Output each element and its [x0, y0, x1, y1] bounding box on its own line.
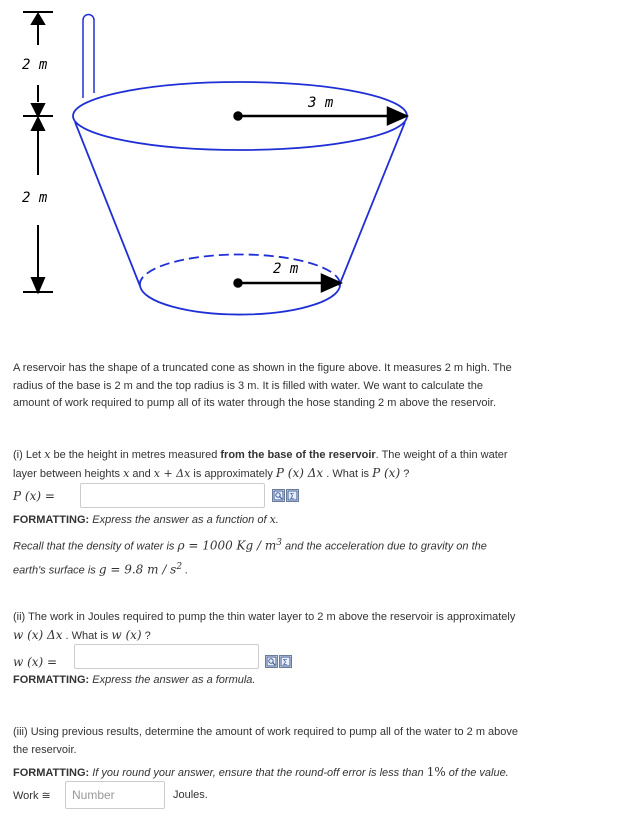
math-exponent: 2 — [176, 561, 183, 572]
top-radius-label: 3 m — [308, 95, 334, 111]
formatting-label: FORMATTING: — [13, 674, 90, 686]
intro-line: radius of the base is 2 m and the top radius is 3 m. It is filled with water. We want to calculate the — [13, 379, 483, 392]
formatting-label: FORMATTING: — [13, 514, 90, 526]
equation-editor-icon[interactable] — [279, 655, 292, 668]
work-label: Work ≅ — [13, 790, 51, 802]
question-text: . What is — [323, 467, 373, 480]
math-var: x — [269, 513, 276, 526]
hose — [83, 15, 94, 99]
work-unit: Joules. — [173, 789, 208, 801]
question-text: (i) Let — [13, 449, 45, 461]
p-of-x-input[interactable] — [80, 483, 265, 508]
formatting-text: Express the answer as a function of — [92, 514, 267, 526]
p-of-x-label: P (x) = — [13, 489, 55, 503]
formatting-text: If you round your answer, ensure that the round-off error is less than — [92, 767, 427, 779]
intro-line: amount of work required to pump all of its water through the hose standing 2 m above the reservoir. — [13, 397, 497, 409]
formatting-text: of the value. — [445, 767, 509, 779]
question-text: . The weight of a thin water — [375, 449, 508, 461]
bottom-height-label: 2 m — [22, 190, 48, 206]
question-text: (ii) The work in Joules required to pump the thin water layer to 2 m above the reservoir is approximately — [13, 611, 516, 623]
svg-text:Σ: Σ — [282, 658, 288, 667]
recall-text — [13, 533, 573, 580]
w-of-x-input[interactable] — [74, 644, 259, 669]
math-var: x — [44, 448, 51, 461]
math-var: x — [123, 466, 130, 480]
math-exponent: 3 — [276, 538, 282, 548]
math-expr: g = 9.8 m / s — [98, 562, 177, 577]
formatting-label: FORMATTING: — [13, 767, 90, 779]
intro-line: A reservoir has the shape of a truncated cone as shown in the figure above. It measures 2 m high. The — [13, 362, 512, 374]
intro-text — [13, 360, 573, 413]
preview-icon[interactable] — [265, 655, 278, 668]
part3-question — [13, 724, 573, 759]
question-text: ? — [141, 629, 151, 642]
equation-editor-icon[interactable] — [286, 489, 299, 502]
question-text: ? — [400, 467, 410, 480]
question-text: (iii) Using previous results, determine the amount of work required to pump all of the water to 2 m above — [13, 726, 519, 738]
question-text: is approximately — [190, 467, 276, 480]
bottom-front-arc — [140, 283, 340, 315]
math-expr: P (x) — [372, 465, 401, 480]
question-text: layer between heights — [13, 467, 124, 480]
math-expr: x + Δx — [153, 466, 191, 480]
preview-icon[interactable] — [272, 489, 285, 502]
math-expr: P (x) Δx — [275, 465, 324, 480]
question-text: be the height in metres measured — [50, 449, 221, 461]
math-expr: 1% — [426, 765, 446, 779]
math-expr: w (x) Δx — [13, 627, 63, 642]
math-expr: ρ = 1000 Kg / m — [177, 538, 277, 553]
reservoir-figure — [0, 0, 622, 340]
recall-text-part: earth's surface is — [13, 564, 99, 577]
formatting-text: Express the answer as a formula. — [92, 674, 256, 686]
part1-formatting: FORMATTING: Express the answer as a function of x. — [13, 513, 279, 526]
recall-text-part: . — [182, 564, 189, 577]
recall-text-part: Recall that the density of water is — [13, 540, 178, 553]
svg-text:Σ: Σ — [289, 492, 295, 501]
question-text: and — [129, 467, 154, 480]
question-text: . What is — [62, 629, 112, 642]
bottom-radius-label: 2 m — [273, 261, 299, 277]
question-text: the reservoir. — [13, 743, 77, 756]
top-height-label: 2 m — [22, 57, 48, 73]
part2-formatting — [13, 674, 255, 686]
work-input[interactable] — [65, 781, 165, 809]
math-expr: w (x) — [111, 627, 142, 642]
height-dimension-arrows — [23, 12, 53, 292]
part1-question — [13, 446, 573, 483]
w-of-x-label: w (x) = — [13, 655, 58, 669]
question-bold: from the base of the reservoir — [220, 449, 376, 461]
recall-text-part: and the acceleration due to gravity on the — [282, 540, 487, 553]
part3-formatting — [13, 765, 509, 779]
part2-question — [13, 609, 573, 645]
